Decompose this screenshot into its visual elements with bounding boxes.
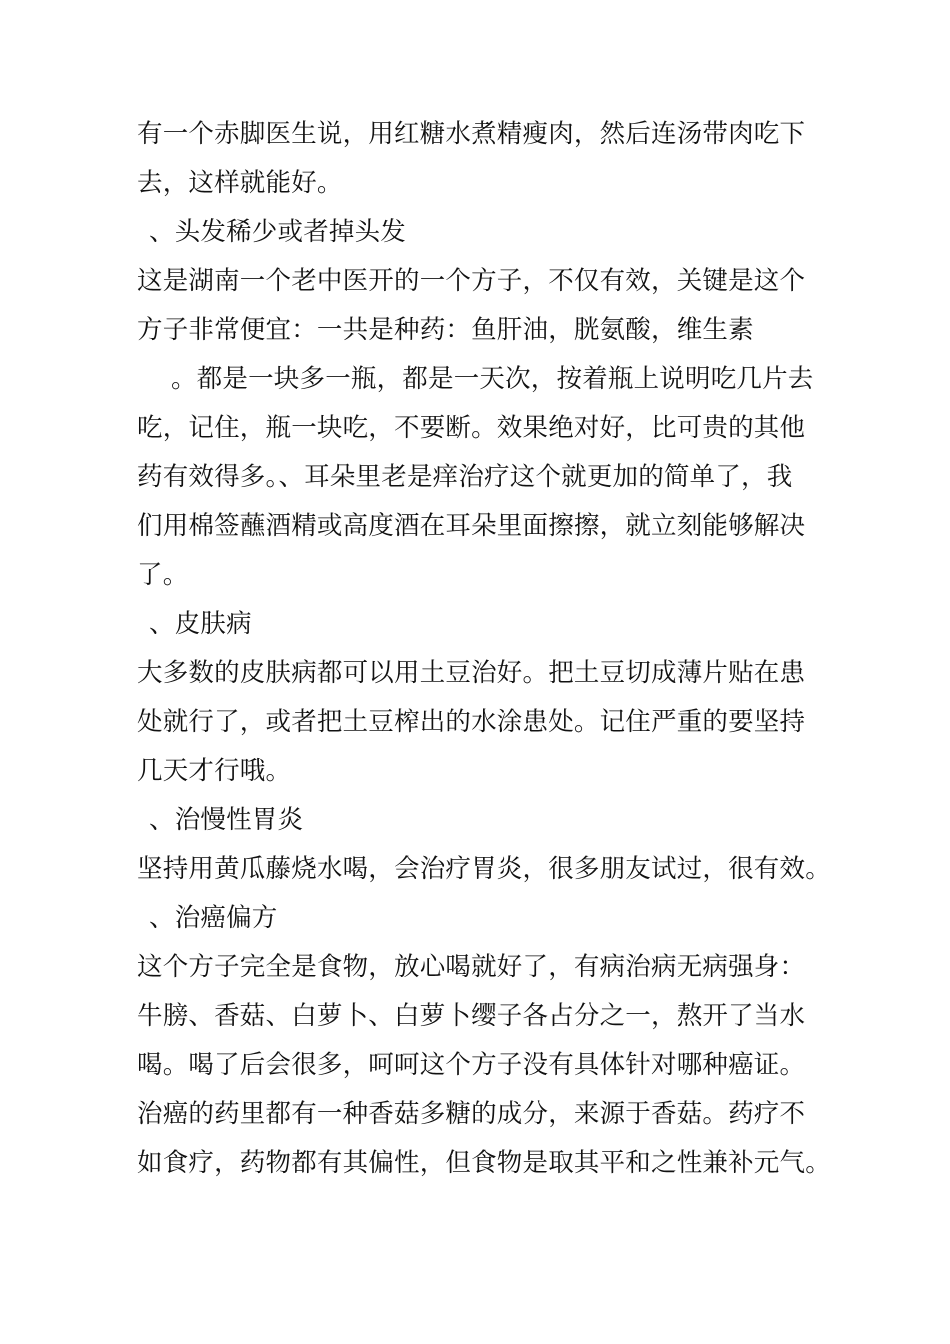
- section-heading-skin-disease: 、皮肤病: [149, 609, 252, 639]
- body-text-line: 牛膀、香菇、白萝卜、白萝卜缨子各占分之一，熬开了当水: [137, 1001, 806, 1031]
- document-body: [137, 110, 837, 1188]
- body-text-line: 这个方子完全是食物，放心喝就好了，有病治病无病强身：: [137, 952, 806, 982]
- body-text-line: 。都是一块多一瓶，都是一天次，按着瓶上说明吃几片去: [171, 364, 814, 394]
- body-text-line: 喝。喝了后会很多，呵呵这个方子没有具体针对哪种癌证。: [137, 1050, 806, 1080]
- body-text-line: 这是湖南一个老中医开的一个方子，不仅有效，关键是这个: [137, 266, 806, 296]
- body-text-line: 处就行了，或者把土豆榨出的水涂患处。记住严重的要坚持: [137, 707, 806, 737]
- body-text-line: 治癌的药里都有一种香菇多糖的成分，来源于香菇。药疗不: [137, 1099, 806, 1129]
- section-heading-chronic-gastritis: 、治慢性胃炎: [149, 805, 304, 835]
- body-text-line: 药有效得多。、耳朵里老是痒治疗这个就更加的简单了，我: [137, 462, 793, 492]
- body-text-line: 坚持用黄瓜藤烧水喝，会治疗胃炎，很多朋友试过，很有效。: [137, 854, 831, 884]
- body-text-line: 吃，记住，瓶一块吃，不要断。效果绝对好，比可贵的其他: [137, 413, 806, 443]
- section-heading-hair-loss: 、头发稀少或者掉头发: [149, 217, 407, 247]
- body-text-line: 方子非常便宜：一共是种药：鱼肝油，胱氨酸，维生素: [137, 315, 754, 345]
- section-heading-cancer-remedy: 、治癌偏方: [149, 903, 278, 933]
- body-text-line: 有一个赤脚医生说，用红糖水煮精瘦肉，然后连汤带肉吃下: [137, 119, 806, 149]
- body-text-line: 去，这样就能好。: [137, 168, 343, 198]
- body-text-line: 们用棉签蘸酒精或高度酒在耳朵里面擦擦，就立刻能够解决: [137, 511, 806, 541]
- body-text-line: 几天才行哦。: [137, 756, 292, 786]
- body-text-line: 了。: [137, 560, 189, 590]
- body-text-line: 如食疗，药物都有其偏性，但食物是取其平和之性兼补元气。: [137, 1148, 831, 1178]
- body-text-line: 大多数的皮肤病都可以用土豆治好。把土豆切成薄片贴在患: [137, 658, 806, 688]
